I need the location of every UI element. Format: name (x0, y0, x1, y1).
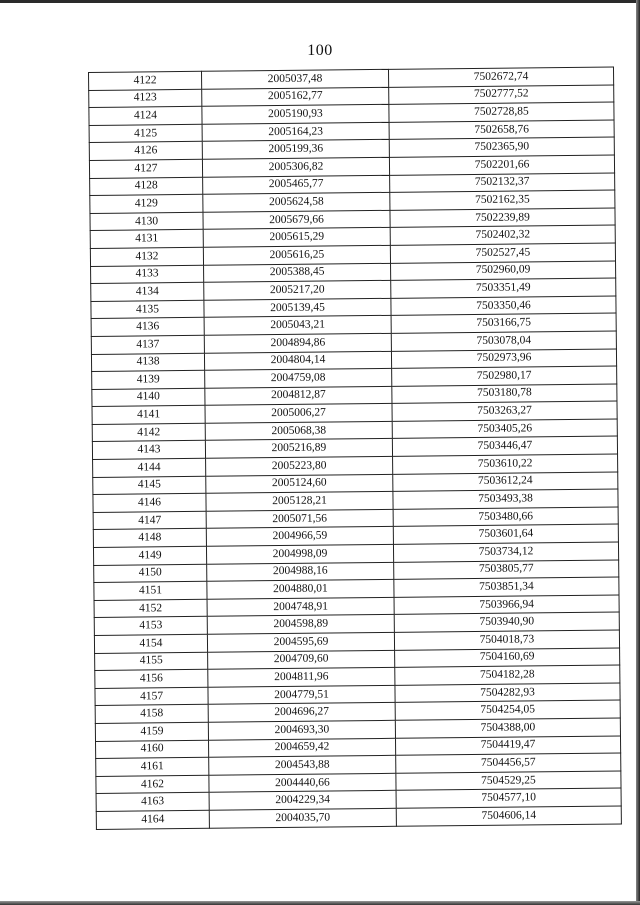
point-number-cell: 4127 (89, 159, 202, 178)
y-coordinate-cell: 7503601,64 (393, 524, 618, 544)
x-coordinate-cell: 2005068,38 (205, 421, 392, 441)
x-coordinate-cell: 2004779,51 (208, 685, 395, 705)
x-coordinate-cell: 2005190,93 (202, 105, 389, 125)
x-coordinate-cell: 2004811,96 (208, 668, 395, 688)
y-coordinate-cell: 7504577,10 (396, 788, 621, 808)
point-number-cell: 4164 (96, 810, 209, 829)
y-coordinate-cell: 7503263,27 (392, 401, 617, 421)
x-coordinate-cell: 2004659,42 (209, 738, 396, 758)
x-coordinate-cell: 2004894,86 (204, 333, 391, 353)
y-coordinate-cell: 7502239,89 (390, 208, 615, 228)
point-number-cell: 4144 (93, 458, 206, 477)
y-coordinate-cell: 7502402,32 (390, 225, 615, 245)
point-number-cell: 4135 (91, 300, 204, 319)
y-coordinate-cell: 7504282,93 (395, 683, 620, 703)
x-coordinate-cell: 2004595,69 (207, 632, 394, 652)
point-number-cell: 4155 (95, 652, 208, 671)
point-number-cell: 4162 (96, 775, 209, 794)
point-number-cell: 4133 (91, 265, 204, 284)
x-coordinate-cell: 2004693,30 (208, 720, 395, 740)
point-number-cell: 4137 (91, 335, 204, 354)
x-coordinate-cell: 2005164,23 (202, 122, 389, 142)
scan-edge-top (0, 0, 640, 3)
y-coordinate-cell: 7503480,66 (393, 507, 618, 527)
x-coordinate-cell: 2005217,20 (204, 280, 391, 300)
point-number-cell: 4156 (95, 669, 208, 688)
point-number-cell: 4130 (90, 212, 203, 231)
y-coordinate-cell: 7503405,26 (392, 419, 617, 439)
x-coordinate-cell: 2005071,56 (206, 509, 393, 529)
y-coordinate-cell: 7502973,96 (391, 348, 616, 368)
x-coordinate-cell: 2004543,88 (209, 755, 396, 775)
x-coordinate-cell: 2005162,77 (202, 87, 389, 107)
x-coordinate-cell: 2004966,59 (206, 527, 393, 547)
x-coordinate-cell: 2005199,36 (202, 140, 389, 160)
point-number-cell: 4134 (91, 282, 204, 301)
x-coordinate-cell: 2004804,14 (204, 351, 391, 371)
point-number-cell: 4142 (92, 423, 205, 442)
x-coordinate-cell: 2005388,45 (204, 263, 391, 283)
y-coordinate-cell: 7502365,90 (389, 137, 614, 157)
y-coordinate-cell: 7503351,49 (391, 278, 616, 298)
y-coordinate-cell: 7502527,45 (390, 243, 615, 263)
point-number-cell: 4132 (90, 247, 203, 266)
y-coordinate-cell: 7504456,57 (396, 753, 621, 773)
y-coordinate-cell: 7503966,94 (394, 595, 619, 615)
x-coordinate-cell: 2005465,77 (203, 175, 390, 195)
point-number-cell: 4136 (91, 318, 204, 337)
x-coordinate-cell: 2004696,27 (208, 703, 395, 723)
x-coordinate-cell: 2005037,48 (201, 69, 388, 89)
point-number-cell: 4152 (94, 599, 207, 618)
point-number-cell: 4128 (90, 177, 203, 196)
point-number-cell: 4139 (92, 370, 205, 389)
point-number-cell: 4161 (96, 757, 209, 776)
y-coordinate-cell: 7503851,34 (394, 577, 619, 597)
y-coordinate-cell: 7502777,52 (389, 85, 614, 105)
y-coordinate-cell: 7502162,35 (390, 190, 615, 210)
point-number-cell: 4148 (93, 529, 206, 548)
point-number-cell: 4160 (96, 740, 209, 759)
point-number-cell: 4145 (93, 476, 206, 495)
y-coordinate-cell: 7503180,78 (392, 384, 617, 404)
y-coordinate-cell: 7502132,37 (390, 173, 615, 193)
x-coordinate-cell: 2005128,21 (206, 492, 393, 512)
y-coordinate-cell: 7504182,28 (395, 665, 620, 685)
x-coordinate-cell: 2004748,91 (207, 597, 394, 617)
y-coordinate-cell: 7504606,14 (396, 806, 621, 826)
y-coordinate-cell: 7502672,74 (388, 67, 613, 87)
point-number-cell: 4141 (92, 406, 205, 425)
point-number-cell: 4123 (89, 89, 202, 108)
point-number-cell: 4140 (92, 388, 205, 407)
point-number-cell: 4146 (93, 494, 206, 513)
y-coordinate-cell: 7504529,25 (396, 771, 621, 791)
point-number-cell: 4125 (89, 124, 202, 143)
point-number-cell: 4158 (95, 705, 208, 724)
x-coordinate-cell: 2005124,60 (206, 474, 393, 494)
point-number-cell: 4138 (91, 353, 204, 372)
y-coordinate-cell: 7503734,12 (393, 542, 618, 562)
x-coordinate-cell: 2005616,25 (203, 245, 390, 265)
x-coordinate-cell: 2005139,45 (204, 298, 391, 318)
y-coordinate-cell: 7504388,00 (395, 718, 620, 738)
x-coordinate-cell: 2004035,70 (209, 808, 396, 828)
point-number-cell: 4126 (89, 142, 202, 161)
y-coordinate-cell: 7502960,09 (391, 261, 616, 281)
y-coordinate-cell: 7503078,04 (391, 331, 616, 351)
x-coordinate-cell: 2005006,27 (205, 404, 392, 424)
x-coordinate-cell: 2005679,66 (203, 210, 390, 230)
point-number-cell: 4150 (94, 564, 207, 583)
point-number-cell: 4143 (92, 441, 205, 460)
y-coordinate-cell: 7504254,05 (395, 700, 620, 720)
point-number-cell: 4153 (94, 617, 207, 636)
x-coordinate-cell: 2004709,60 (208, 650, 395, 670)
point-number-cell: 4122 (89, 71, 202, 90)
point-number-cell: 4154 (94, 634, 207, 653)
y-coordinate-cell: 7503166,75 (391, 313, 616, 333)
y-coordinate-cell: 7504419,47 (395, 736, 620, 756)
point-number-cell: 4157 (95, 687, 208, 706)
y-coordinate-cell: 7503350,46 (391, 296, 616, 316)
point-number-cell: 4124 (89, 106, 202, 125)
x-coordinate-cell: 2004988,16 (207, 562, 394, 582)
y-coordinate-cell: 7503446,47 (392, 436, 617, 456)
scan-edge-bottom (0, 901, 640, 905)
scan-edge-right (636, 0, 640, 905)
point-number-cell: 4131 (90, 230, 203, 249)
page-number: 100 (307, 42, 333, 59)
x-coordinate-cell: 2004880,01 (207, 580, 394, 600)
x-coordinate-cell: 2004440,66 (209, 773, 396, 793)
x-coordinate-cell: 2005615,29 (203, 228, 390, 248)
coordinates-table-body (89, 67, 622, 829)
y-coordinate-cell: 7504018,73 (394, 630, 619, 650)
x-coordinate-cell: 2004759,08 (205, 368, 392, 388)
x-coordinate-cell: 2005043,21 (204, 316, 391, 336)
x-coordinate-cell: 2004598,89 (207, 615, 394, 635)
y-coordinate-cell: 7502980,17 (392, 366, 617, 386)
y-coordinate-cell: 7503940,90 (394, 612, 619, 632)
point-number-cell: 4163 (96, 793, 209, 812)
y-coordinate-cell: 7503805,77 (394, 560, 619, 580)
point-number-cell: 4151 (94, 582, 207, 601)
point-number-cell: 4129 (90, 194, 203, 213)
coordinates-table (88, 66, 622, 829)
x-coordinate-cell: 2005223,80 (206, 456, 393, 476)
coordinates-table-wrapper (88, 67, 618, 830)
point-number-cell: 4159 (95, 722, 208, 741)
x-coordinate-cell: 2004998,09 (206, 544, 393, 564)
x-coordinate-cell: 2004229,34 (209, 791, 396, 811)
point-number-cell: 4149 (93, 546, 206, 565)
y-coordinate-cell: 7503610,22 (393, 454, 618, 474)
y-coordinate-cell: 7502201,66 (389, 155, 614, 175)
x-coordinate-cell: 2004812,87 (205, 386, 392, 406)
y-coordinate-cell: 7504160,69 (395, 648, 620, 668)
x-coordinate-cell: 2005306,82 (202, 157, 389, 177)
y-coordinate-cell: 7502728,85 (389, 102, 614, 122)
y-coordinate-cell: 7502658,76 (389, 120, 614, 140)
y-coordinate-cell: 7503493,38 (393, 489, 618, 509)
x-coordinate-cell: 2005216,89 (205, 439, 392, 459)
x-coordinate-cell: 2005624,58 (203, 193, 390, 213)
y-coordinate-cell: 7503612,24 (393, 472, 618, 492)
point-number-cell: 4147 (93, 511, 206, 530)
